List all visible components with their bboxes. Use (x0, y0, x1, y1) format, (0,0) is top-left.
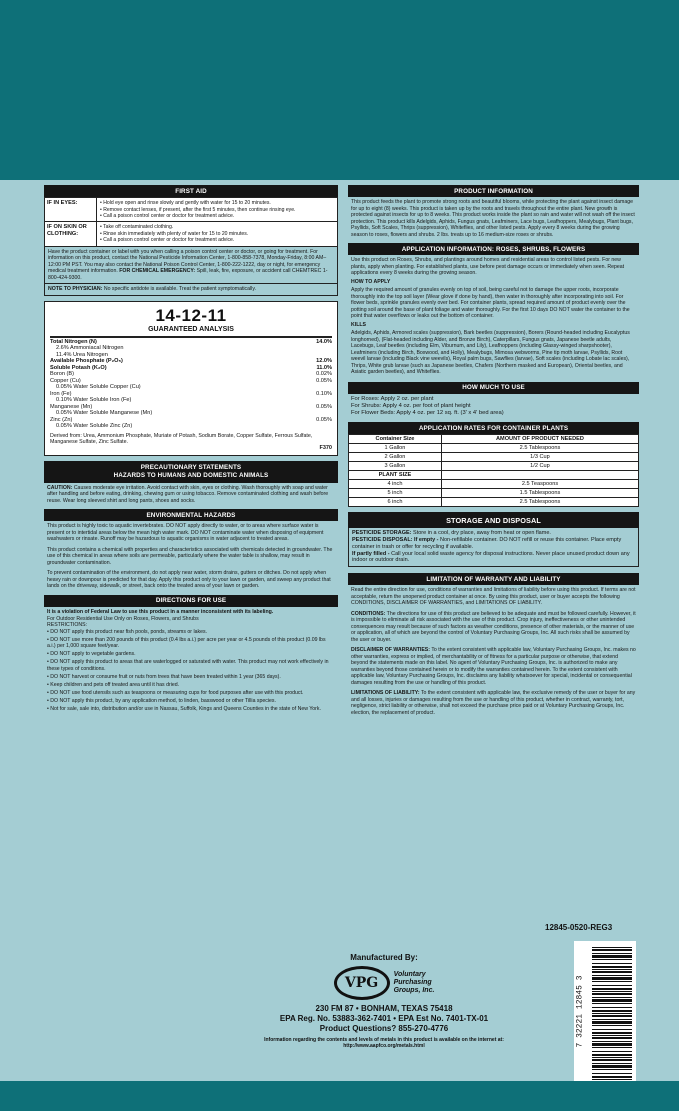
table-row (349, 498, 639, 507)
divider (50, 336, 332, 338)
physician-text: No specific antidote is available. Treat the patient symptomatically. (103, 286, 256, 293)
caution-body: Causes moderate eye irritation. Avoid contact with skin, eyes or clothing. Wash thoroughly with soap and water after handling and before eating, drinking, chewing gum or using tobacco. Remove contaminated clothing and wash before reuse. Wear long sleeved shirt and long pants, shoes and socks. (47, 484, 329, 504)
analysis-line (50, 423, 332, 430)
nutrient-value: 11.0% (316, 364, 332, 371)
caution-label: CAUTION: (47, 484, 73, 491)
precautionary-title: PRECAUTIONARY STATEMENTS (140, 464, 242, 472)
nutrient-label: 0.05% Water Soluble Zinc (Zn) (56, 423, 133, 430)
barcode-bar (592, 1059, 632, 1061)
company-name-line: Voluntary (393, 971, 426, 978)
limitations-text: To the extent consistent with applicable law, the exclusive remedy of the user or buyer for any and all losses, injuries or damages resulting from the use or handling of this product, whether in contract, warranty, tort, negligence, strict liability or otherwise, shall not exceed the purchase price paid or at Voluntary Purchasing Groups, Inc. election, the replacement of product. (351, 690, 636, 716)
table-cell: 3 Gallon (349, 462, 442, 471)
nutrient-label: 11.4% Urea Nitrogen (56, 351, 108, 358)
company-name-line: Groups, Inc. (393, 987, 435, 994)
empty-label: If empty - (414, 537, 439, 544)
barcode-bar (592, 953, 632, 954)
restriction-item: • DO NOT use more than 200 pounds of this product (0.4 lbs a.i.) per acre per year or 4.5 pounds of this product (0.09 lbs a.i.) per 1,000 square feet/year. (47, 636, 326, 649)
product-questions: Product Questions? 855-270-4776 (319, 1024, 449, 1033)
partly-label: If partly filled - (352, 550, 390, 557)
manufacturer-block (254, 953, 514, 1049)
disclaimer-label: DISCLAIMER OF WARRANTIES: (351, 647, 430, 654)
environmental-p2: This product contains a chemical with properties and characteristics associated with chemicals detected in groundwater. The use of this chemical in areas where soils are permeable, particularly where the water table is shallow, may result in groundwater contamination. (47, 546, 333, 566)
nutrient-value: 0.05% (316, 416, 332, 423)
warranty-intro: Read the entire direction for use, conditions of warranties and limitations of liability before using this product. If terms are not acceptable, return the unopened product container at once. By using this product, user or buyer accepts the following CONDITIONS, DISCLAIMER OF WARRANTIES, and LIMITATIONS OF LIABILITY. (351, 587, 636, 607)
nutrient-label: 0.05% Water Soluble Manganese (Mn) (56, 410, 153, 417)
barcode-bar (592, 1076, 632, 1078)
physician-label: NOTE TO PHYSICIAN: (48, 286, 103, 293)
guaranteed-analysis (44, 301, 338, 457)
barcode-bar (592, 1054, 632, 1056)
barcode-bar (592, 997, 632, 998)
table-row (349, 489, 639, 498)
barcode-bar (592, 1073, 632, 1074)
restriction-item: • DO NOT use food utensils such as teaspoons or measuring cups for food purposes after use with this product. (47, 689, 304, 696)
table-row (349, 462, 639, 471)
column-header: Container Size (349, 435, 442, 444)
emergency-label: FOR CHEMICAL EMERGENCY: (119, 268, 196, 275)
table-cell: 2 Gallon (349, 453, 442, 462)
disposal-line (352, 537, 635, 551)
environmental-p1: This product is highly toxic to aquatic invertebrates. DO NOT apply directly to water, or to areas where surface water is present or to intertidal areas below the mean high water mark. DO NOT contaminate water when disposing of equipment washwaters or rinsate. Runoff may be hazardous to aquatic organisms in water adjacent to treated areas. (47, 523, 324, 543)
how-much-line: For Shrubs: Apply 4 oz. per foot of plant height (351, 403, 471, 410)
barcode-digits: 7 32221 12845 3 (575, 975, 585, 1048)
barcode-bar (592, 963, 632, 964)
barcode-bar (592, 1043, 632, 1046)
barcode-bar (592, 1013, 632, 1014)
table-cell: 2.5 Teaspoons (441, 480, 638, 489)
barcode-bar (592, 991, 632, 992)
eyes-item: • Call a poison control center or doctor for treatment advice. (100, 213, 235, 219)
warranty-conditions (348, 609, 639, 646)
table-cell: 1/2 Cup (441, 462, 638, 471)
empty-text: Non-refillable container. DO NOT refill or reuse this container. Place empty container in trash or offer for recycling if available. (352, 537, 622, 550)
storage-body (348, 528, 639, 567)
barcode-bar (592, 1032, 632, 1034)
first-aid-eyes (45, 198, 337, 221)
container-rates-table (348, 434, 639, 507)
violation-text: It is a violation of Federal Law to use this product in a manner inconsistent with its labeling. (47, 609, 274, 615)
barcode-bar (592, 999, 632, 1002)
first-aid-box (44, 197, 338, 246)
storage-text: Store in a cool, dry place, away from heat or open flame. (413, 530, 551, 537)
barcode-bar (592, 966, 632, 968)
skin-label: IF ON SKIN OR CLOTHING: (45, 222, 97, 245)
barcode-bar (592, 985, 632, 986)
lot-code: 12845-0520-REG3 (545, 923, 613, 932)
disclaimer-text: To the extent consistent with applicable law, Voluntary Purchasing Groups, Inc. makes no other warranties, express or implied, of merchantability or of fitness for a particular purpose or otherwise, that extend beyond the statements made on this label. No agent of Voluntary Purchasing Groups, Inc. is authorized to make any warranties beyond those contained herein or to modify the warranties contained herein. To the extent consistent with applicable law, Voluntary Purchasing Groups, Inc. disclaims any liability whatsoever for special, incidental or consequential damages resulting from the use or handling of this product. (351, 647, 636, 686)
table-cell (441, 471, 638, 480)
directions-header: DIRECTIONS FOR USE (44, 595, 338, 607)
table-row (349, 480, 639, 489)
barcode-bar (592, 1047, 632, 1048)
barcode-bar (592, 1019, 632, 1020)
restriction-item: • DO NOT harvest or consume fruit or nuts from trees that have been treated within 1 year (365 days). (47, 673, 281, 680)
nutrient-value: 14.0% (316, 338, 332, 345)
derived-from: Derived from: Urea, Ammonium Phosphate, Muriate of Potash, Sodium Borate, Copper Sulfate, Ferrous Sulfate, Manganese Sulfate, Zinc Sulfate. (50, 432, 313, 446)
restriction-item: • DO NOT apply this product near fish pools, ponds, streams or lakes. (47, 628, 208, 635)
metals-footnote: Information regarding the contents and levels of metals in this product is available on the internet at: http://www.aapfco.org/metals.html (264, 1037, 504, 1049)
barcode-bar (592, 947, 632, 948)
table-cell: 1/3 Cup (441, 453, 638, 462)
table-cell: 1.5 Tablespoons (441, 489, 638, 498)
barcode-bar (592, 1021, 632, 1024)
application-info-text: Use this product on Roses, Shrubs, and plantings around homes and residential areas to control listed pests. For new plants, apply when planting. For established plants, use before pest damage occurs or immediately when seen. Repeat applications every 8 weeks during the growing season. (351, 257, 625, 277)
analysis-code: F370 (319, 445, 332, 452)
nutrient-label: Iron (Fe) (50, 390, 72, 397)
limitations-label: LIMITATIONS OF LIABILITY: (351, 690, 420, 697)
barcode-bar (592, 1041, 632, 1042)
how-to-apply-text: Apply the required amount of granules evenly on top of soil, being careful not to damage the upper roots, incorporate thoroughly into the top soil layer (Wear glove if done by hand), then water in thoroughly after incorporating into soil. For flower beds, sprinkle granules evenly over bed. For container plants, spread required amount of product evenly over the potting soil around the base of plant foliage and water thoroughly. For the first 10 days DO NOT water the container to the point that water overflows or leaks out the bottom of container. (351, 287, 630, 320)
restrictions-list (47, 629, 335, 713)
skin-instructions (97, 222, 337, 245)
environmental-header: ENVIRONMENTAL HAZARDS (44, 509, 338, 521)
nutrient-label: Manganese (Mn) (50, 403, 93, 410)
bottom-band (0, 1081, 679, 1111)
nutrient-label: 0.10% Water Soluble Iron (Fe) (56, 397, 132, 404)
barcode (574, 941, 636, 1089)
warranty-limitations (348, 688, 639, 718)
vpg-logo (254, 966, 514, 1000)
barcode-bar (592, 993, 632, 995)
nutrient-label: Total Nitrogen (N) (50, 338, 97, 345)
conditions-label: CONDITIONS: (351, 610, 386, 617)
barcode-bar (592, 1069, 632, 1070)
how-much-line: For Roses: Apply 2 oz. per plant (351, 396, 434, 403)
how-to-apply-label: HOW TO APPLY (351, 278, 391, 285)
table-row (349, 444, 639, 453)
restriction-item: • DO NOT apply this product, by any application method, to linden, basswood or other Tillia species. (47, 697, 276, 704)
company-name (394, 971, 435, 995)
nutrient-value: 0.05% (316, 377, 332, 384)
barcode-bar (592, 955, 632, 958)
barcode-bar (592, 969, 632, 970)
disposal-label: PESTICIDE DISPOSAL: (352, 537, 413, 544)
how-much-body (348, 394, 639, 419)
nutrient-value: 0.02% (316, 371, 332, 378)
restriction-item: • Keep children and pets off treated area until it has dried. (47, 681, 180, 688)
barcode-bar (592, 959, 632, 960)
eyes-item: • Hold eye open and rinse slowly and gently with water for 15 to 20 minutes. (100, 200, 271, 207)
table-cell: 6 inch (349, 498, 442, 507)
product-info-text: This product feeds the plant to promote strong roots and beautiful blooms, while protecting the plant against insect damage for up to eight (8) weeks. This product is taken up by the roots and travels throughout the entire plant. New growth is protected against insects for up to 8 weeks. This product works inside the plant so rain and water will not wash off the insect protection. This product kills Adelgids, Aphids, Fungus gnats, Leafminers, Lace bugs, Leafhoppers, Mealybugs, Plant bugs, Psyllids, Soft Scales, Thrips (suppression), Whiteflies, and other listed pests. Apply every 8 weeks during the growing season to roses, flowers and shrubs. 2 lbs. treats up to 16 medium-size roses or shrubs. (351, 199, 635, 238)
directions-body (44, 607, 338, 716)
barcode-bar (592, 981, 632, 982)
partly-line (352, 551, 635, 565)
analysis-lines (50, 339, 332, 430)
emergency-text: Spill, leak, fire, exposure, or accident call CHEMTREC 1-800-424-9300. (48, 268, 328, 281)
barcode-bar (592, 1037, 632, 1039)
storage-label: PESTICIDE STORAGE: (352, 530, 412, 537)
plant-size-row (349, 471, 639, 480)
manufactured-by-label: Manufactured By: (350, 953, 418, 962)
eyes-item: • Remove contact lenses, if present, after the first 5 minutes, then continue rinsing eye. (100, 206, 296, 213)
nutrient-value: 0.10% (316, 390, 332, 397)
barcode-bar (592, 1057, 632, 1058)
nutrient-label: Zinc (Zn) (50, 416, 73, 423)
first-aid-info (44, 247, 338, 285)
how-much-header: HOW MUCH TO USE (348, 382, 639, 394)
barcode-bar (592, 1029, 632, 1030)
left-column (44, 182, 338, 716)
hazards-title: HAZARDS TO HUMANS AND DOMESTIC ANIMALS (113, 472, 269, 480)
container-rates-header: APPLICATION RATES FOR CONTAINER PLANTS (348, 422, 639, 434)
barcode-bar (592, 1010, 632, 1012)
kills-text: Adelgids, Aphids, Armored scales (suppression), Bark beetles (suppression), Borers (Round-headed including Eucalyptus longhorned), (Flat-headed including Alder, and Bronze Birch), Caterpillars, Fungus gnats, Japanese beetle adults, Lacebugs, Leaf beetles (including Elm, Viburnum, and Lily), Leafhoppers (including Glassy-winged sharpshooter), Leafminers (including Birch, Boxwood, and Holly), Mealybugs, Mimosa webworms, Pine tip moth larvae, Psyllids, Root weevil larvae (including Black vine weevils), Royal palm bugs, Sawflies (larvae), Soft scales (including Lobate lac scales), Thrips, White grub larvae (such as Japanese beetles, Chafers (Northern masked and European), Oriental beetles, and Asiatic garden beetles), and Whiteflies. (351, 330, 630, 376)
barcode-bar (592, 1051, 632, 1052)
first-aid-skin (45, 221, 337, 245)
storage-header: STORAGE AND DISPOSAL (348, 512, 639, 528)
nutrient-label: Available Phosphate (P₂O₅) (50, 358, 123, 365)
epa-registration: EPA Reg. No. 53883-362-7401 • EPA Est No. 7401-TX-01 (279, 1014, 489, 1023)
table-cell: 4 inch (349, 480, 442, 489)
table-cell: 5 inch (349, 489, 442, 498)
application-info-header: APPLICATION INFORMATION: ROSES, SHRUBS, FLOWERS (348, 243, 639, 255)
table-header-row (349, 435, 639, 444)
skin-item: • Rinse skin immediately with plenty of water for 15 to 20 minutes. (100, 230, 249, 237)
storage-line (352, 530, 635, 537)
right-column (348, 182, 639, 718)
partly-text: Call your local solid waste agency for disposal instructions. Never place unused product down any indoor or outdoor drain. (352, 550, 630, 564)
nutrient-label: Boron (B) (50, 371, 74, 378)
eyes-instructions (97, 198, 337, 221)
skin-item: • Call a poison control center or doctor for treatment advice. (100, 237, 235, 244)
physician-note (44, 284, 338, 296)
barcode-bar (592, 1035, 632, 1036)
table-cell: 2.5 Tablespoons (441, 444, 638, 453)
table-row (349, 453, 639, 462)
environmental-p3: To prevent contamination of the environment, do not apply near water, storm drains, gutters or ditches. Do not apply when heavy rain or downpour is predicted for that day. Apply this product only to your lawn or garden, and sweep any product that lands on the driveway, sidewalk, or street, back onto the treated area of your lawn or garden. (47, 570, 331, 590)
how-much-line: For Flower Beds: Apply 4 oz. per 12 sq. ft. (3' x 4' bed area) (351, 410, 504, 417)
restriction-item: • DO NOT apply to vegetable gardens. (47, 651, 136, 657)
warranty-header: LIMITATION OF WARRANTY AND LIABILITY (348, 573, 639, 585)
nutrient-value: 0.05% (316, 403, 332, 410)
barcode-bar (592, 949, 632, 951)
company-name-line: Purchasing (393, 979, 432, 986)
eyes-label: IF IN EYES: (45, 198, 97, 221)
barcode-bar (592, 1025, 632, 1026)
product-info-header: PRODUCT INFORMATION (348, 185, 639, 197)
barcode-bar (592, 1065, 632, 1068)
barcode-bar (592, 975, 632, 976)
conditions-text: The directions for use of this product are believed to be adequate and must be followed carefully. However, it is impossible to eliminate all risk associated with the use of this product. Crop injury, ineffectiveness or other unintended consequences may result because of such factors as weather conditions, presence of other materials, or the manner of use or application, all of which are beyond the control of Voluntary Purchasing Groups, Inc. All such risks shall be assumed by the user or buyer. (351, 610, 636, 643)
barcode-bar (592, 1063, 632, 1064)
nutrient-label: 2.6% Ammoniacal Nitrogen (56, 345, 124, 352)
vpg-logo-mark: VPG (334, 966, 390, 1000)
skin-item: • Take off contaminated clothing. (100, 224, 174, 231)
nutrient-label: Soluble Potash (K₂O) (50, 364, 107, 371)
plant-size-label: PLANT SIZE (349, 471, 442, 480)
barcode-bar (592, 971, 632, 973)
fertilizer-grade: 14-12-11 (155, 305, 227, 325)
warranty-disclaimer (348, 645, 639, 688)
address: 230 FM 87 • BONHAM, TEXAS 75418 (315, 1004, 453, 1013)
scope-text: For Outdoor Residential Use Only on Roses, Flowers, and Shrubs (47, 615, 199, 622)
barcode-bar (592, 1003, 632, 1004)
restriction-item: • DO NOT apply this product to areas that are waterlogged or saturated with water. This product may not work effectively in these types of conditions. (47, 659, 329, 672)
caution-text (44, 483, 338, 507)
analysis-title: GUARANTEED ANALYSIS (148, 325, 234, 333)
barcode-bar (592, 977, 632, 980)
barcode-bar (592, 988, 632, 990)
first-aid-header: FIRST AID (44, 185, 338, 197)
restrictions-label: RESTRICTIONS: (47, 622, 88, 628)
barcode-bar (592, 1007, 632, 1008)
nutrient-label: 0.05% Water Soluble Copper (Cu) (56, 384, 141, 391)
top-band (0, 0, 679, 180)
table-cell: 2.5 Tablespoons (441, 498, 638, 507)
info-text: Have the product container or label with you when calling a poison control center or doctor, or going for treatment. For information on this product, contact the National Pesticide Information Center, 1-800-858-7378, Monday-Friday, 8:00 AM–12:00 PM PST. You may also contact the National Poison Control Center, 1-800-222-1222, day or night, for emergency medical treatment information. (48, 248, 327, 275)
barcode-bar (592, 1079, 632, 1080)
table-cell: 1 Gallon (349, 444, 442, 453)
column-header: AMOUNT OF PRODUCT NEEDED (441, 435, 638, 444)
restriction-item: • Not for sale, sale into, distribution and/or use in Nassau, Suffolk, Kings and Queens Counties in the state of New York. (47, 705, 321, 712)
precautionary-header (44, 461, 338, 482)
kills-label: KILLS (351, 321, 366, 328)
nutrient-value: 12.0% (316, 358, 332, 365)
barcode-bar (592, 1015, 632, 1017)
nutrient-label: Copper (Cu) (50, 377, 81, 384)
